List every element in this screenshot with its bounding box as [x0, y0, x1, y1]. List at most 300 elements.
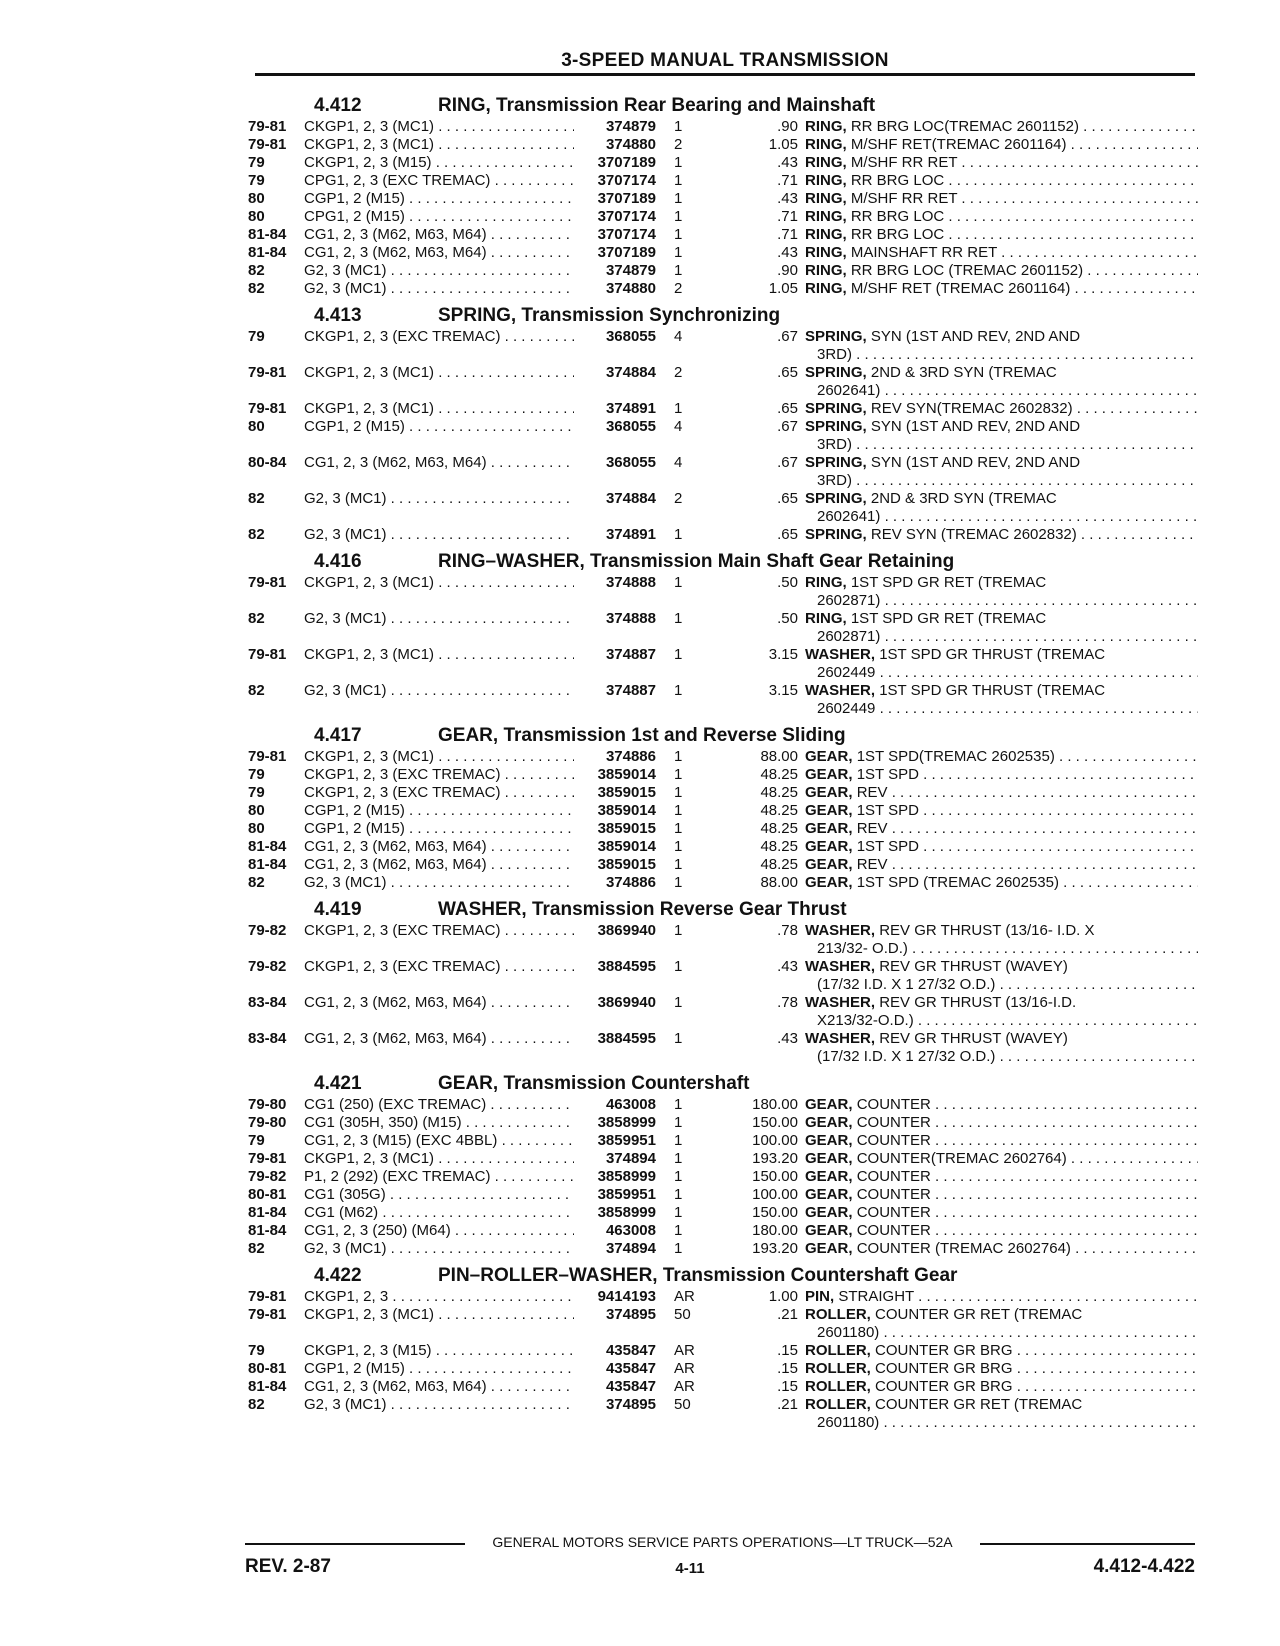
year-cell: 82	[248, 874, 265, 891]
description-line	[805, 244, 1198, 262]
price-cell: 48.25	[760, 784, 798, 801]
part-number-cell: 374879	[605, 118, 656, 135]
price-cell: .21	[777, 1306, 798, 1323]
part-number-cell: 3859015	[597, 856, 656, 873]
section-header	[248, 1070, 1198, 1096]
quantity-cell: 1	[674, 1132, 683, 1149]
description-line	[805, 1186, 1198, 1204]
part-name: GEAR,	[805, 1132, 853, 1149]
year-cell: 79	[248, 154, 265, 171]
year-cell: 81-84	[248, 1222, 287, 1239]
description-line	[805, 1096, 1198, 1114]
description-text: M/SHF RR RET . . .	[851, 190, 1198, 207]
model-cell: CG1, 2, 3 (M62, M63, M64) . . .	[304, 1030, 574, 1048]
quantity-cell: 1	[674, 646, 683, 663]
price-cell: .71	[777, 226, 798, 243]
description-cell	[805, 994, 1198, 1030]
part-name: GEAR,	[805, 856, 853, 873]
part-name: RING,	[805, 574, 847, 591]
part-name: RING,	[805, 136, 847, 153]
quantity-cell: 2	[674, 490, 683, 507]
part-row	[248, 154, 1198, 172]
part-name: RING,	[805, 226, 847, 243]
quantity-cell: 2	[674, 136, 683, 153]
part-name: SPRING,	[805, 364, 867, 381]
part-row	[248, 610, 1198, 646]
part-name: SPRING,	[805, 418, 867, 435]
part-name: WASHER,	[805, 958, 876, 975]
price-cell: .65	[777, 490, 798, 507]
section-code: 4.421	[314, 1073, 362, 1094]
description-line	[805, 1114, 1198, 1132]
description-text: 1ST SPD . . .	[857, 838, 1198, 855]
part-row	[248, 364, 1198, 400]
description-text: 2602871) . . .	[817, 592, 1198, 609]
year-cell: 79	[248, 1132, 265, 1149]
part-row	[248, 1132, 1198, 1150]
description-line	[805, 1030, 1198, 1048]
quantity-cell: 4	[674, 418, 683, 435]
year-cell: 79-81	[248, 400, 287, 417]
price-cell: 150.00	[752, 1204, 798, 1221]
description-line	[805, 382, 1198, 400]
description-line	[805, 508, 1198, 526]
section-title: GEAR, Transmission Countershaft	[438, 1073, 750, 1094]
quantity-cell: 1	[674, 1168, 683, 1185]
year-cell: 79-80	[248, 1096, 287, 1113]
price-cell: 100.00	[752, 1132, 798, 1149]
description-cell	[805, 208, 1198, 226]
price-cell: 88.00	[760, 874, 798, 891]
description-text: REV . . .	[857, 820, 1198, 837]
quantity-cell: 1	[674, 1150, 683, 1167]
description-text: 3RD) . . .	[817, 346, 1198, 363]
part-name: SPRING,	[805, 454, 867, 471]
part-row	[248, 328, 1198, 364]
section-title: WASHER, Transmission Reverse Gear Thrust	[438, 899, 847, 920]
part-number-cell: 9414193	[597, 1288, 656, 1305]
price-cell: 1.05	[768, 280, 798, 297]
section-title: PIN–ROLLER–WASHER, Transmission Countershaft Gear	[438, 1265, 958, 1286]
part-name: GEAR,	[805, 1204, 853, 1221]
part-row	[248, 748, 1198, 766]
price-cell: 48.25	[760, 802, 798, 819]
description-cell	[805, 748, 1198, 766]
part-number-cell: 3859015	[597, 784, 656, 801]
description-text: 2602871) . . .	[817, 628, 1198, 645]
quantity-cell: 1	[674, 1240, 683, 1257]
quantity-cell: 1	[674, 802, 683, 819]
model-cell: CGP1, 2 (M15) . . .	[304, 1360, 574, 1378]
part-number-cell: 3858999	[597, 1204, 656, 1221]
price-cell: .43	[777, 1030, 798, 1047]
description-text: REV GR THRUST (WAVEY)	[879, 958, 1068, 975]
quantity-cell: 1	[674, 994, 683, 1011]
description-line	[805, 700, 1198, 718]
description-cell	[805, 1204, 1198, 1222]
quantity-cell: 1	[674, 682, 683, 699]
description-cell	[805, 1342, 1198, 1360]
description-line	[805, 1222, 1198, 1240]
year-cell: 83-84	[248, 994, 287, 1011]
description-text: SYN (1ST AND REV, 2ND AND	[870, 328, 1081, 345]
part-name: GEAR,	[805, 1114, 853, 1131]
year-cell: 79-82	[248, 958, 287, 975]
model-cell: CG1 (305H, 350) (M15) . . .	[304, 1114, 574, 1132]
part-row	[248, 226, 1198, 244]
model-cell: CKGP1, 2, 3 (MC1) . . .	[304, 1150, 574, 1168]
description-cell	[805, 682, 1198, 718]
description-cell	[805, 1096, 1198, 1114]
year-cell: 81-84	[248, 244, 287, 261]
quantity-cell: 1	[674, 748, 683, 765]
description-cell	[805, 958, 1198, 994]
quantity-cell: 1	[674, 400, 683, 417]
model-cell: G2, 3 (MC1) . . .	[304, 682, 574, 700]
year-cell: 79-81	[248, 646, 287, 663]
description-cell	[805, 1306, 1198, 1342]
description-line	[805, 682, 1198, 700]
part-row	[248, 280, 1198, 298]
price-cell: 1.05	[768, 136, 798, 153]
description-text: M/SHF RET(TREMAC 2601164) . . .	[851, 136, 1198, 153]
part-number-cell: 435847	[605, 1378, 656, 1395]
model-cell: CKGP1, 2, 3 (MC1) . . .	[304, 136, 574, 154]
year-cell: 80-81	[248, 1186, 287, 1203]
description-cell	[805, 1240, 1198, 1258]
description-line	[805, 490, 1198, 508]
model-cell: CGP1, 2 (M15) . . .	[304, 190, 574, 208]
year-cell: 81-84	[248, 226, 287, 243]
part-number-cell: 3884595	[597, 1030, 656, 1047]
year-cell: 82	[248, 526, 265, 543]
model-cell: G2, 3 (MC1) . . .	[304, 1396, 574, 1414]
part-number-cell: 3707174	[597, 226, 656, 243]
description-line	[805, 172, 1198, 190]
model-cell: CG1 (M62) . . .	[304, 1204, 574, 1222]
quantity-cell: 1	[674, 208, 683, 225]
description-cell	[805, 244, 1198, 262]
part-number-cell: 374895	[605, 1396, 656, 1413]
price-cell: 48.25	[760, 856, 798, 873]
part-name: GEAR,	[805, 838, 853, 855]
description-cell	[805, 280, 1198, 298]
part-number-cell: 3707189	[597, 154, 656, 171]
description-line	[805, 1288, 1198, 1306]
part-number-cell: 3858999	[597, 1168, 656, 1185]
part-number-cell: 374894	[605, 1240, 656, 1257]
model-cell: CKGP1, 2, 3 (EXC TREMAC) . . .	[304, 328, 574, 346]
description-line	[805, 838, 1198, 856]
description-line	[805, 400, 1198, 418]
model-cell: CGP1, 2 (M15) . . .	[304, 820, 574, 838]
part-row	[248, 1030, 1198, 1066]
description-cell	[805, 328, 1198, 364]
price-cell: .43	[777, 244, 798, 261]
description-text: M/SHF RET (TREMAC 2601164) . . .	[851, 280, 1198, 297]
description-cell	[805, 1150, 1198, 1168]
section-code: 4.416	[314, 551, 362, 572]
description-text: REV . . .	[857, 856, 1198, 873]
description-text: COUNTER . . .	[857, 1204, 1198, 1221]
part-row	[248, 682, 1198, 718]
year-cell: 82	[248, 1396, 265, 1413]
description-text: REV . . .	[857, 784, 1198, 801]
part-name: GEAR,	[805, 748, 853, 765]
description-text: (17/32 I.D. X 1 27/32 O.D.) . . .	[817, 976, 1198, 993]
description-text: RR BRG LOC . . .	[851, 208, 1198, 225]
part-name: ROLLER,	[805, 1342, 871, 1359]
part-number-cell: 374888	[605, 610, 656, 627]
description-text: REV GR THRUST (13/16- I.D. X	[879, 922, 1095, 939]
description-text: COUNTER . . .	[857, 1132, 1198, 1149]
quantity-cell: AR	[674, 1342, 695, 1359]
section-header	[248, 548, 1198, 574]
price-cell: .71	[777, 208, 798, 225]
quantity-cell: 1	[674, 610, 683, 627]
description-text: COUNTER . . .	[857, 1222, 1198, 1239]
part-number-cell: 374895	[605, 1306, 656, 1323]
description-cell	[805, 784, 1198, 802]
model-cell: CKGP1, 2, 3 (EXC TREMAC) . . .	[304, 958, 574, 976]
description-line	[805, 1168, 1198, 1186]
price-cell: .90	[777, 262, 798, 279]
part-row	[248, 1204, 1198, 1222]
model-cell: CKGP1, 2, 3 (MC1) . . .	[304, 118, 574, 136]
description-line	[805, 1048, 1198, 1066]
year-cell: 80-84	[248, 454, 287, 471]
part-number-cell: 368055	[605, 418, 656, 435]
year-cell: 79-82	[248, 1168, 287, 1185]
part-row	[248, 1186, 1198, 1204]
part-name: ROLLER,	[805, 1306, 871, 1323]
quantity-cell: 50	[674, 1306, 691, 1323]
description-text: COUNTER . . .	[857, 1096, 1198, 1113]
price-cell: .65	[777, 364, 798, 381]
part-name: ROLLER,	[805, 1396, 871, 1413]
description-line	[805, 136, 1198, 154]
description-line	[805, 748, 1198, 766]
price-cell: 193.20	[752, 1240, 798, 1257]
part-name: ROLLER,	[805, 1360, 871, 1377]
description-line	[805, 940, 1198, 958]
part-number-cell: 435847	[605, 1342, 656, 1359]
description-cell	[805, 262, 1198, 280]
description-text: 2ND & 3RD SYN (TREMAC	[870, 364, 1057, 381]
year-cell: 82	[248, 490, 265, 507]
price-cell: .67	[777, 328, 798, 345]
year-cell: 80	[248, 418, 265, 435]
description-line	[805, 1240, 1198, 1258]
description-text: 1ST SPD GR RET (TREMAC	[850, 610, 1047, 627]
part-row	[248, 1360, 1198, 1378]
quantity-cell: 1	[674, 1096, 683, 1113]
price-cell: .67	[777, 418, 798, 435]
description-line	[805, 1360, 1198, 1378]
year-cell: 80	[248, 208, 265, 225]
part-row	[248, 856, 1198, 874]
price-cell: .15	[777, 1342, 798, 1359]
price-cell: .15	[777, 1360, 798, 1377]
part-row	[248, 766, 1198, 784]
part-row	[248, 994, 1198, 1030]
description-text: COUNTER GR RET (TREMAC	[875, 1396, 1083, 1413]
description-line	[805, 280, 1198, 298]
part-name: GEAR,	[805, 874, 853, 891]
description-line	[805, 958, 1198, 976]
year-cell: 79-81	[248, 136, 287, 153]
part-row	[248, 118, 1198, 136]
description-text: X213/32-O.D.) . . .	[817, 1012, 1198, 1029]
description-text: 3RD) . . .	[817, 436, 1198, 453]
description-cell	[805, 490, 1198, 526]
description-line	[805, 592, 1198, 610]
part-number-cell: 3707174	[597, 208, 656, 225]
model-cell: CKGP1, 2, 3 (MC1) . . .	[304, 748, 574, 766]
part-number-cell: 3859014	[597, 802, 656, 819]
description-line	[805, 664, 1198, 682]
description-text: 1ST SPD GR THRUST (TREMAC	[879, 646, 1106, 663]
model-cell: CKGP1, 2, 3 (MC1) . . .	[304, 400, 574, 418]
quantity-cell: 1	[674, 820, 683, 837]
part-name: RING,	[805, 208, 847, 225]
price-cell: 88.00	[760, 748, 798, 765]
part-row	[248, 526, 1198, 544]
part-row	[248, 1240, 1198, 1258]
description-text: 2601180) . . .	[817, 1414, 1198, 1431]
year-cell: 82	[248, 610, 265, 627]
page-number: 4-11	[675, 1560, 705, 1577]
model-cell: G2, 3 (MC1) . . .	[304, 874, 574, 892]
part-number-cell: 374879	[605, 262, 656, 279]
description-line	[805, 1414, 1198, 1432]
description-text: COUNTER . . .	[857, 1114, 1198, 1131]
part-row	[248, 400, 1198, 418]
part-row	[248, 922, 1198, 958]
part-row	[248, 172, 1198, 190]
year-cell: 82	[248, 262, 265, 279]
description-line	[805, 1396, 1198, 1414]
quantity-cell: AR	[674, 1360, 695, 1377]
model-cell: CG1, 2, 3 (M62, M63, M64) . . .	[304, 244, 574, 262]
description-cell	[805, 526, 1198, 544]
part-number-cell: 374894	[605, 1150, 656, 1167]
description-text: REV GR THRUST (13/16-I.D.	[879, 994, 1077, 1011]
part-name: RING,	[805, 172, 847, 189]
quantity-cell: 1	[674, 526, 683, 543]
model-cell: CG1, 2, 3 (250) (M64) . . .	[304, 1222, 574, 1240]
quantity-cell: 1	[674, 262, 683, 279]
description-line	[805, 418, 1198, 436]
description-text: 1ST SPD(TREMAC 2602535) . . .	[857, 748, 1198, 765]
description-line	[805, 118, 1198, 136]
description-cell	[805, 1114, 1198, 1132]
description-text: SYN (1ST AND REV, 2ND AND	[870, 418, 1081, 435]
description-line	[805, 472, 1198, 490]
part-name: RING,	[805, 280, 847, 297]
description-line	[805, 646, 1198, 664]
part-name: WASHER,	[805, 646, 876, 663]
description-cell	[805, 646, 1198, 682]
footer-rule-left	[245, 1543, 465, 1545]
description-cell	[805, 226, 1198, 244]
description-text: REV GR THRUST (WAVEY)	[879, 1030, 1068, 1047]
description-text: MAINSHAFT RR RET . . .	[851, 244, 1198, 261]
section-code: 4.419	[314, 899, 362, 920]
description-line	[805, 610, 1198, 628]
description-line	[805, 1306, 1198, 1324]
part-number-cell: 435847	[605, 1360, 656, 1377]
part-row	[248, 208, 1198, 226]
part-row	[248, 802, 1198, 820]
quantity-cell: 1	[674, 1222, 683, 1239]
part-number-cell: 368055	[605, 454, 656, 471]
quantity-cell: 1	[674, 574, 683, 591]
description-cell	[805, 1222, 1198, 1240]
description-cell	[805, 1288, 1198, 1306]
revision-date: REV. 2-87	[245, 1556, 331, 1577]
quantity-cell: 1	[674, 1186, 683, 1203]
description-cell	[805, 418, 1198, 454]
part-row	[248, 574, 1198, 610]
section-header	[248, 92, 1198, 118]
description-cell	[805, 922, 1198, 958]
description-line	[805, 574, 1198, 592]
part-row	[248, 958, 1198, 994]
year-cell: 81-84	[248, 838, 287, 855]
quantity-cell: 2	[674, 280, 683, 297]
description-cell	[805, 1186, 1198, 1204]
year-cell: 82	[248, 280, 265, 297]
quantity-cell: 1	[674, 1204, 683, 1221]
description-cell	[805, 136, 1198, 154]
price-cell: .50	[777, 610, 798, 627]
part-name: GEAR,	[805, 1096, 853, 1113]
description-line	[805, 1342, 1198, 1360]
description-text: RR BRG LOC . . .	[851, 226, 1198, 243]
quantity-cell: 50	[674, 1396, 691, 1413]
year-cell: 80	[248, 190, 265, 207]
quantity-cell: 1	[674, 922, 683, 939]
part-name: ROLLER,	[805, 1378, 871, 1395]
description-line	[805, 994, 1198, 1012]
quantity-cell: 2	[674, 364, 683, 381]
quantity-cell: 1	[674, 190, 683, 207]
price-cell: .90	[777, 118, 798, 135]
part-name: RING,	[805, 610, 847, 627]
quantity-cell: 1	[674, 1114, 683, 1131]
description-text: COUNTER (TREMAC 2602764) . . .	[857, 1240, 1198, 1257]
quantity-cell: AR	[674, 1378, 695, 1395]
model-cell: CG1, 2, 3 (M62, M63, M64) . . .	[304, 856, 574, 874]
part-number-cell: 3707174	[597, 172, 656, 189]
part-number-cell: 3858999	[597, 1114, 656, 1131]
part-number-cell: 374884	[605, 364, 656, 381]
model-cell: CG1, 2, 3 (M62, M63, M64) . . .	[304, 838, 574, 856]
description-text: 2602641) . . .	[817, 382, 1198, 399]
price-cell: 150.00	[752, 1114, 798, 1131]
model-cell: CG1 (250) (EXC TREMAC) . . .	[304, 1096, 574, 1114]
description-line	[805, 190, 1198, 208]
price-cell: 48.25	[760, 838, 798, 855]
description-text: RR BRG LOC . . .	[851, 172, 1198, 189]
price-cell: 193.20	[752, 1150, 798, 1167]
part-name: GEAR,	[805, 820, 853, 837]
year-cell: 79-81	[248, 118, 287, 135]
quantity-cell: AR	[674, 1288, 695, 1305]
price-cell: 3.15	[768, 682, 798, 699]
part-row	[248, 874, 1198, 892]
